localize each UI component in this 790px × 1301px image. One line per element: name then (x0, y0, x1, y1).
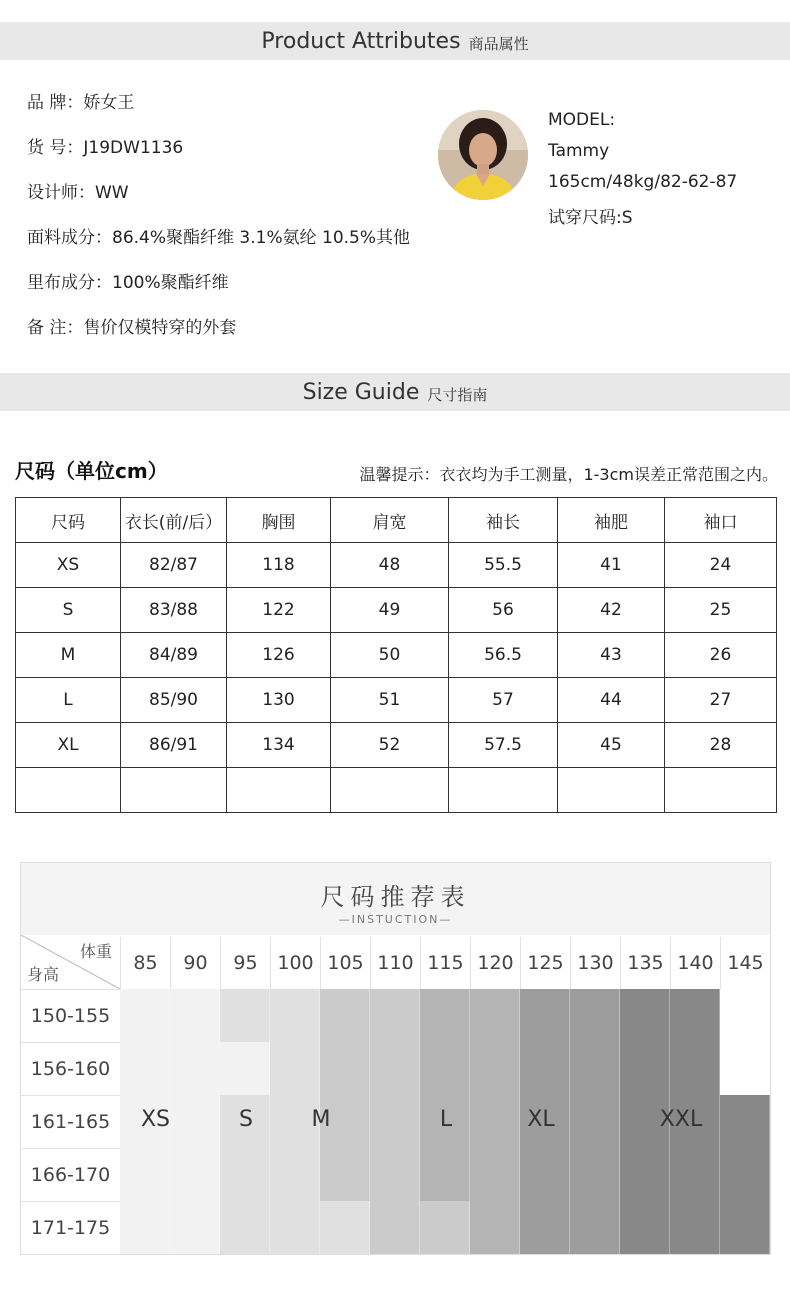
size-cell (670, 989, 720, 1042)
weight-label: 135 (620, 937, 670, 989)
size-table-cell (449, 768, 558, 813)
size-table-cell: S (16, 588, 121, 633)
model-label: MODEL: (548, 110, 616, 130)
weight-label: 120 (470, 937, 520, 989)
attributes-header-en: Product Attributes (261, 28, 461, 54)
weight-axis-label: 体重 (79, 942, 112, 961)
size-cell (620, 989, 670, 1042)
size-table-cell: 26 (665, 633, 777, 678)
size-label: L (439, 1106, 453, 1132)
size-cell (520, 1201, 570, 1254)
size-cell (170, 1148, 220, 1201)
weight-label: 140 (670, 937, 720, 989)
attr-fabric: 面料成分：86.4%聚酯纤维 3.1%氨纶 10.5%其他 (27, 228, 411, 248)
size-label: XS (140, 1106, 171, 1132)
size-table-cell: L (16, 678, 121, 723)
size-table-cell: 130 (227, 678, 331, 723)
size-cell (120, 1148, 170, 1201)
size-table-row (16, 723, 777, 768)
height-label: 161-165 (21, 1095, 120, 1148)
attr-item-no: 货 号：J19DW1136 (27, 138, 184, 158)
size-guide-header-cn: 尺寸指南 (427, 385, 488, 404)
attributes-header-cn: 商品属性 (468, 34, 529, 53)
size-cell (220, 1201, 270, 1254)
size-table-cell: 43 (558, 633, 665, 678)
size-cell (420, 1042, 470, 1095)
size-cell (470, 1148, 520, 1201)
size-cell (270, 1148, 320, 1201)
size-table-row (16, 633, 777, 678)
size-cell (370, 1201, 420, 1254)
size-table-row (16, 768, 777, 813)
size-table-cell (16, 768, 121, 813)
size-table-cell (558, 768, 665, 813)
size-table-cell (227, 768, 331, 813)
weight-label: 100 (270, 937, 320, 989)
size-cell (720, 1201, 770, 1254)
size-cell (320, 1148, 370, 1201)
size-table-cell: 122 (227, 588, 331, 633)
size-cell (470, 1042, 520, 1095)
size-table-cell (665, 768, 777, 813)
size-label: S (239, 1106, 253, 1132)
size-cell (120, 989, 170, 1042)
size-cell (170, 1042, 220, 1095)
size-table-header-cell: 袖长 (449, 498, 558, 543)
weight-label: 90 (170, 937, 220, 989)
size-table-cell: 52 (331, 723, 449, 768)
size-cell (620, 1201, 670, 1254)
attr-designer: 设计师：WW (27, 183, 129, 203)
size-table-cell: 41 (558, 543, 665, 588)
size-table-row (16, 678, 777, 723)
size-table-header-cell: 肩宽 (331, 498, 449, 543)
size-cell (220, 1042, 270, 1095)
size-cell (620, 1042, 670, 1095)
size-table-cell: 55.5 (449, 543, 558, 588)
size-cell (470, 1201, 520, 1254)
size-table-cell (121, 768, 227, 813)
size-table-header-cell: 衣长(前/后） (121, 498, 227, 543)
height-label: 156-160 (21, 1042, 120, 1095)
size-table-cell: 51 (331, 678, 449, 723)
weight-label: 145 (720, 937, 770, 989)
size-cell (370, 1148, 420, 1201)
size-cell (520, 1042, 570, 1095)
size-cell (420, 1148, 470, 1201)
size-cell (320, 1201, 370, 1254)
size-cell (720, 1148, 770, 1201)
size-table-header-cell: 袖肥 (558, 498, 665, 543)
size-table-cell: XL (16, 723, 121, 768)
size-cell (570, 1148, 620, 1201)
attr-lining: 里布成分：100%聚酯纤维 (27, 273, 229, 293)
size-cell (570, 1042, 620, 1095)
size-cell (220, 989, 270, 1042)
size-table-cell: 24 (665, 543, 777, 588)
size-table-header-row (16, 498, 777, 543)
size-table-cell: 42 (558, 588, 665, 633)
size-table-cell: 25 (665, 588, 777, 633)
height-label: 171-175 (21, 1201, 120, 1254)
size-cell (570, 1201, 620, 1254)
size-label: XL (527, 1106, 555, 1132)
size-table-cell: M (16, 633, 121, 678)
size-table-header-cell: 尺码 (16, 498, 121, 543)
size-cell (520, 989, 570, 1042)
size-table-cell (331, 768, 449, 813)
size-cell (270, 1042, 320, 1095)
size-cell (720, 989, 770, 1042)
size-table-cell: 56.5 (449, 633, 558, 678)
size-cell (670, 1201, 720, 1254)
weight-label: 115 (420, 937, 470, 989)
size-table-cell: 57 (449, 678, 558, 723)
size-table-cell: 50 (331, 633, 449, 678)
size-cell (320, 1042, 370, 1095)
size-table-cell: 83/88 (121, 588, 227, 633)
size-table-cell: 82/87 (121, 543, 227, 588)
size-table-cell: 48 (331, 543, 449, 588)
weight-label: 95 (220, 937, 270, 989)
size-table-cell: XS (16, 543, 121, 588)
size-table-row (16, 588, 777, 633)
recommendation-subtitle: —INSTUCTION— (338, 913, 453, 926)
size-cell (170, 989, 220, 1042)
weight-label: 105 (320, 937, 370, 989)
height-axis-label: 身高 (27, 965, 60, 984)
height-label: 166-170 (21, 1148, 120, 1201)
measurement-tip: 温馨提示：衣衣均为手工测量，1-3cm误差正常范围之内。 (359, 465, 778, 484)
size-cell (270, 989, 320, 1042)
weight-label: 85 (120, 937, 170, 989)
size-cell (620, 1148, 670, 1201)
recommendation-title: 尺码推荐表 (320, 883, 471, 911)
attributes-header (0, 22, 790, 60)
size-guide-header (0, 373, 790, 411)
model-avatar (438, 110, 528, 200)
size-table-cell: 84/89 (121, 633, 227, 678)
size-table-cell: 44 (558, 678, 665, 723)
size-table-cell: 86/91 (121, 723, 227, 768)
weight-label: 110 (370, 937, 420, 989)
size-cell (220, 1148, 270, 1201)
size-table-header-cell: 袖口 (665, 498, 777, 543)
size-table-cell: 118 (227, 543, 331, 588)
size-cell (270, 1201, 320, 1254)
recommendation-header (21, 863, 770, 935)
size-table (15, 497, 777, 813)
size-table-cell: 56 (449, 588, 558, 633)
size-table-row (16, 543, 777, 588)
size-cell (670, 1042, 720, 1095)
size-table-cell: 126 (227, 633, 331, 678)
size-cell (670, 1148, 720, 1201)
size-cell (470, 989, 520, 1042)
size-guide-header-en: Size Guide (302, 379, 420, 405)
size-cell (570, 989, 620, 1042)
model-portrait-icon (438, 110, 528, 200)
attr-brand: 品 牌：娇女王 (27, 93, 135, 113)
size-table-cell: 49 (331, 588, 449, 633)
model-name: Tammy (548, 141, 610, 161)
weight-label: 130 (570, 937, 620, 989)
size-cell (120, 1042, 170, 1095)
axis-corner (21, 935, 120, 989)
size-label: M (311, 1106, 331, 1132)
height-label: 150-155 (21, 989, 120, 1042)
size-table-header-cell: 胸围 (227, 498, 331, 543)
size-table-title: 尺码（单位cm） (15, 459, 168, 483)
size-cell (420, 1201, 470, 1254)
size-table-cell: 28 (665, 723, 777, 768)
weight-label: 125 (520, 937, 570, 989)
size-cell (520, 1148, 570, 1201)
size-table-cell: 57.5 (449, 723, 558, 768)
size-cell (170, 1201, 220, 1254)
size-cell (370, 1042, 420, 1095)
size-cell (420, 989, 470, 1042)
size-table-cell: 27 (665, 678, 777, 723)
size-cell (720, 1042, 770, 1095)
size-cell (320, 989, 370, 1042)
size-table-cell: 134 (227, 723, 331, 768)
model-size: 试穿尺码:S (548, 208, 633, 228)
size-table-cell: 45 (558, 723, 665, 768)
model-measurements: 165cm/48kg/82-62-87 (548, 172, 738, 192)
size-cell (120, 1201, 170, 1254)
size-cell (720, 1095, 770, 1148)
size-table-cell: 85/90 (121, 678, 227, 723)
size-recommendation-chart (20, 862, 771, 1255)
size-cell (370, 989, 420, 1042)
attr-note: 备 注：售价仅模特穿的外套 (27, 318, 237, 338)
size-label: XXL (659, 1106, 703, 1132)
